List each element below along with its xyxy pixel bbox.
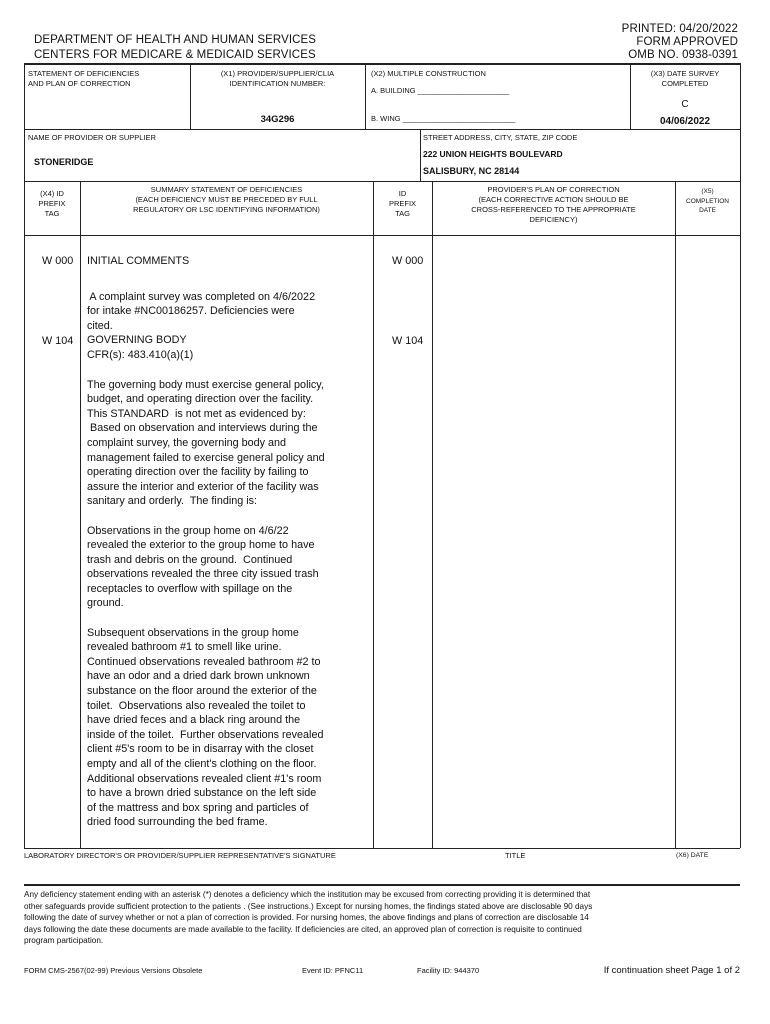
paragraph-line: of the mattress and box spring and particles of: [87, 801, 309, 814]
col-sep-1: [80, 181, 81, 848]
x3-label-line-2: COMPLETED: [661, 79, 709, 88]
row1-sep-2: [365, 63, 366, 129]
survey-completed-date: 04/06/2022: [659, 116, 711, 127]
department-line-1: DEPARTMENT OF HEALTH AND HUMAN SERVICES: [34, 34, 317, 46]
footnote-line: Any deficiency statement ending with an asterisk (*) denotes a deficiency which the institution may be excused from correcting providing it is determined that: [24, 890, 591, 899]
summary-header-line-3: REGULATORY OR LSC IDENTIFYING INFORMATION): [133, 205, 320, 214]
signature-bottom-border: [24, 884, 740, 886]
cfr-reference: CFR(s): 483.410(a)(1): [87, 348, 194, 361]
paragraph-line: Based on observation and interviews during the: [87, 422, 318, 435]
event-id: Event ID: PFNC11: [302, 966, 364, 975]
x2-wing: B. WING ___________________________: [371, 114, 516, 123]
address-line-2: SALISBURY, NC 28144: [423, 166, 520, 176]
complaint-line: A complaint survey was completed on 4/6/2022: [87, 290, 316, 303]
governing-body-heading: GOVERNING BODY: [87, 334, 187, 347]
x2-building: A. BUILDING ______________________: [371, 86, 510, 95]
x4-header-line-2: PREFIX: [38, 199, 66, 208]
column-header-divider: [24, 235, 740, 236]
footnote-line: following the date of survey whether or not a plan of correction is provided. For nursing homes, the above findings and plans of correction are disclosable 14: [24, 913, 589, 922]
complaint-paragraph: [87, 290, 371, 334]
summary-header-line-2: (EACH DEFICIENCY MUST BE PRECEDED BY FULL: [135, 195, 318, 204]
x1-label-line-1: (X1) PROVIDER/SUPPLIER/CLIA: [220, 69, 335, 78]
body-bottom-border: [24, 848, 740, 849]
signature-label: LABORATORY DIRECTOR'S OR PROVIDER/SUPPLIER REPRESENTATIVE'S SIGNATURE: [24, 851, 336, 860]
x1-label: [190, 69, 365, 89]
paragraph-line: inside of the toilet. Further observations revealed: [87, 728, 324, 741]
plan-header: [432, 185, 675, 225]
governing-body-paragraph: [87, 378, 371, 509]
statement-label-line-2: AND PLAN OF CORRECTION: [28, 79, 131, 88]
footnote-line: days following the date these documents are made available to the facility. If deficiencies are cited, an approved plan of correction is requisite to continued: [24, 924, 582, 934]
left-border: [24, 63, 25, 848]
initial-comments-heading: INITIAL COMMENTS: [87, 255, 190, 267]
address-label: STREET ADDRESS, CITY, STATE, ZIP CODE: [423, 133, 578, 142]
paragraph-line: receptacles to overflow with spillage on the: [87, 582, 293, 595]
paragraph-line: Additional observations revealed client #1's room: [87, 772, 322, 785]
paragraph-line: dried food surrounding the bed frame.: [87, 816, 268, 829]
date-label: (X6) DATE: [676, 852, 709, 859]
col-sep-3: [432, 181, 433, 848]
paragraph-line: operating direction over the facility by failing to: [87, 466, 309, 479]
facility-id: Facility ID: 944370: [417, 966, 480, 975]
paragraph-line: have dried feces and a black ring around the: [87, 714, 301, 727]
paragraph-line: This STANDARD is not met as evidenced by:: [87, 407, 306, 420]
statement-label-line-1: STATEMENT OF DEFICIENCIES: [28, 69, 140, 78]
exterior-observation-paragraph: [87, 524, 371, 612]
paragraph-line: assure the interior and exterior of the facility was: [87, 480, 319, 493]
paragraph-line: Observations in the group home on 4/6/22: [87, 524, 289, 537]
complaint-line: for intake #NC00186257. Deficiencies were: [87, 305, 295, 318]
x4-header-line-1: (X4) ID: [40, 189, 64, 198]
prefix-tag-w104: W 104: [42, 335, 74, 347]
id-tag-w000: W 000: [392, 255, 424, 267]
form-approval-block: [622, 23, 738, 62]
form-number: FORM CMS-2567(02-99) Previous Versions Obsolete: [24, 966, 203, 975]
complaint-line: cited.: [87, 319, 113, 332]
plan-header-line-4: DEFICIENCY): [529, 215, 578, 224]
omb-number: OMB NO. 0938-0391: [628, 49, 738, 61]
statement-label: [28, 69, 139, 89]
right-border: [740, 63, 741, 848]
summary-header-line-1: SUMMARY STATEMENT OF DEFICIENCIES: [150, 185, 303, 194]
provider-name: STONERIDGE: [34, 157, 94, 167]
prefix-tag-w000: W 000: [42, 255, 74, 267]
paragraph-line: trash and debris on the ground. Continued: [87, 553, 293, 566]
disclosure-footnote: [24, 889, 744, 947]
x3-label-line-1: (X3) DATE SURVEY: [650, 69, 720, 78]
provider-name-label: NAME OF PROVIDER OR SUPPLIER: [28, 133, 156, 142]
id-header: [373, 189, 432, 219]
id-header-line-2: PREFIX: [388, 199, 417, 208]
paragraph-line: have an odor and a dried dark brown unknown: [87, 670, 310, 683]
paragraph-line: revealed bathroom #1 to smell like urine.: [87, 641, 282, 654]
paragraph-line: observations revealed the three city issued trash: [87, 568, 319, 581]
col-sep-4: [675, 181, 676, 848]
plan-header-line-1: PROVIDER'S PLAN OF CORRECTION: [487, 185, 620, 194]
top-border: [24, 63, 740, 65]
paragraph-line: complaint survey, the governing body and: [87, 436, 287, 449]
id-header-line-1: ID: [398, 189, 407, 198]
x5-header-line-3: DATE: [699, 207, 716, 214]
paragraph-line: toilet. Observations also revealed the toilet to: [87, 699, 306, 712]
interior-observation-paragraph: [87, 626, 371, 830]
provider-id-number: 34G296: [260, 114, 295, 125]
paragraph-line: Continued observations revealed bathroom #2 to: [87, 655, 321, 668]
paragraph-line: The governing body must exercise general policy,: [87, 378, 324, 391]
paragraph-line: client #5's room to be in disarray with the closet: [87, 743, 314, 756]
x4-header-line-3: TAG: [44, 209, 60, 218]
paragraph-line: budget, and operating direction over the facility.: [87, 393, 314, 406]
x3-label: [630, 69, 740, 89]
plan-header-line-2: (EACH CORRECTIVE ACTION SHOULD BE: [478, 195, 629, 204]
x4-header: [24, 189, 80, 219]
address-line-1: 222 UNION HEIGHTS BOULEVARD: [423, 149, 563, 159]
printed-date: PRINTED: 04/20/2022: [621, 23, 738, 35]
col-sep-2: [373, 181, 374, 848]
id-tag-w104: W 104: [392, 335, 424, 347]
row2-divider: [24, 181, 740, 182]
paragraph-line: management failed to exercise general policy and: [87, 451, 325, 464]
paragraph-line: revealed the exterior to the group home to have: [87, 539, 315, 552]
paragraph-line: sanitary and orderly. The finding is:: [87, 495, 258, 508]
footnote-line: program participation.: [24, 936, 104, 945]
page-indicator: If continuation sheet Page 1 of 2: [603, 965, 740, 976]
paragraph-line: Subsequent observations in the group home: [87, 626, 299, 639]
x5-header: [675, 187, 740, 216]
paragraph-line: ground.: [87, 597, 124, 610]
paragraph-line: to have a brown dried substance on the left side: [87, 787, 317, 800]
department-line-2: CENTERS FOR MEDICARE & MEDICAID SERVICES: [34, 49, 316, 61]
plan-header-line-3: CROSS-REFERENCED TO THE APPROPRIATE: [471, 205, 636, 214]
x3-code: C: [681, 99, 689, 110]
x5-header-line-2: COMPLETION: [686, 197, 729, 205]
x1-label-line-2: IDENTIFICATION NUMBER:: [229, 79, 326, 88]
row1-divider: [24, 129, 740, 130]
footnote-line: other safeguards provide sufficient protection to the patients . (See instructions.) Except for nursing homes, the findings stated above are disclosable 90 days: [24, 901, 593, 911]
department-title: [34, 33, 316, 63]
deficiency-summary: [87, 254, 371, 830]
summary-header: [80, 185, 373, 215]
x2-label: (X2) MULTIPLE CONSTRUCTION: [371, 69, 486, 78]
form-approved: FORM APPROVED: [636, 36, 738, 48]
id-header-line-3: TAG: [395, 209, 410, 218]
x5-header-line-1: (X5): [701, 188, 714, 195]
paragraph-line: empty and all of the client's clothing on the floor.: [87, 758, 317, 770]
row2-sep: [420, 129, 421, 181]
title-label: TITLE: [505, 851, 526, 860]
paragraph-line: substance on the floor around the exterior of the: [87, 685, 317, 698]
